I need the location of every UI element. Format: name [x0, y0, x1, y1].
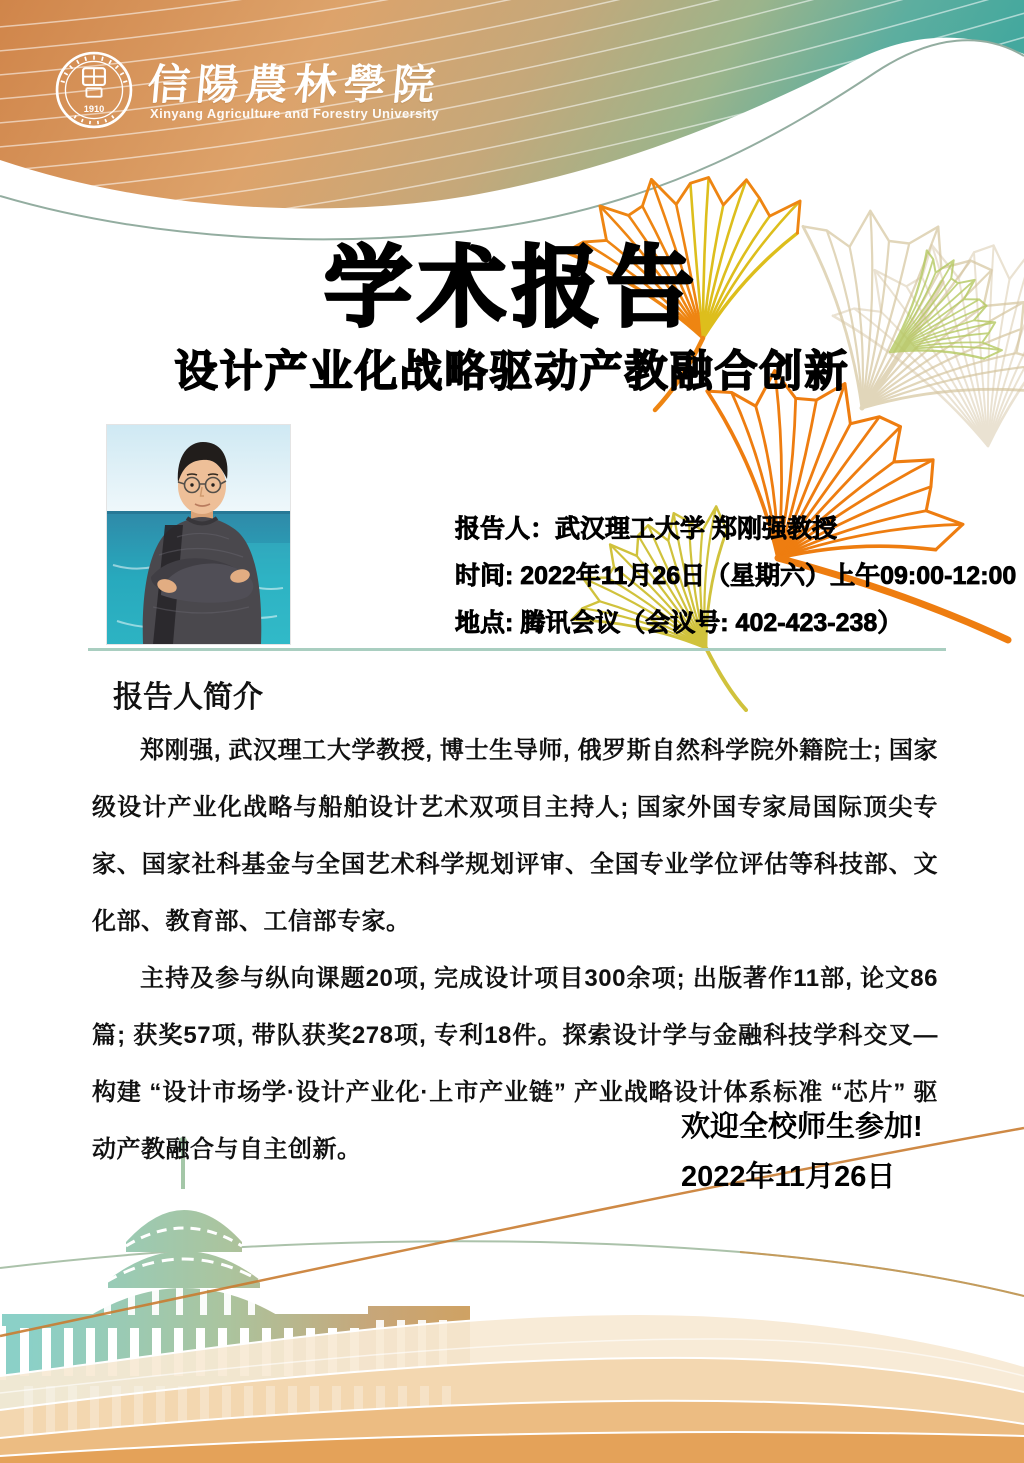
poster-subtitle: 设计产业化战略驱动产教融合创新 [174, 348, 850, 396]
speaker-info [455, 506, 1016, 647]
seal-year: 1910 [83, 103, 105, 114]
time-line: 时间: 2022年11月26日（星期六）上午09:00-12:00 [455, 562, 1017, 590]
university-name-en: Xinyang Agriculture and Forestry University [150, 106, 440, 121]
footer-text [681, 1102, 923, 1202]
venue-line: 地点: 腾讯会议（会议号: 402-423-238） [455, 609, 903, 637]
bio-heading: 报告人简介 [113, 681, 263, 714]
speaker-line: 报告人：武汉理工大学 郑刚强教授 [455, 515, 837, 543]
poster-title: 学术报告 [323, 238, 700, 337]
section-divider [88, 648, 946, 651]
bio-paragraph-2: 主持及参与纵向课题20项, 完成设计项目300余项; 出版著作11部, 论文86篇; 获奖57项, 带队获奖278项, 专利18件。探索设计学与金融科技学科交叉—构建 “设计市场学·设计产业化·上市产业链” 产业战略设计体系标准 “芯片” 驱动产教融合与自主创新。 [92, 965, 938, 1163]
footer-welcome: 欢迎全校师生参加! [681, 1111, 923, 1143]
university-name-cn: 信陽農林學院 [145, 61, 444, 108]
speaker-photo [106, 424, 291, 645]
bio-paragraph-1: 郑刚强, 武汉理工大学教授, 博士生导师, 俄罗斯自然科学院外籍院士; 国家级设计产业化战略与船舶设计艺术双项目主持人; 国家外国专家局国际顶尖专家、国家社科基金与全国艺术科学规划评审、全国专业学位评估等科技部、文化部、教育部、工信部专家。 [92, 737, 938, 935]
university-seal-icon [52, 48, 136, 132]
footer-date: 2022年11月26日 [681, 1161, 896, 1193]
